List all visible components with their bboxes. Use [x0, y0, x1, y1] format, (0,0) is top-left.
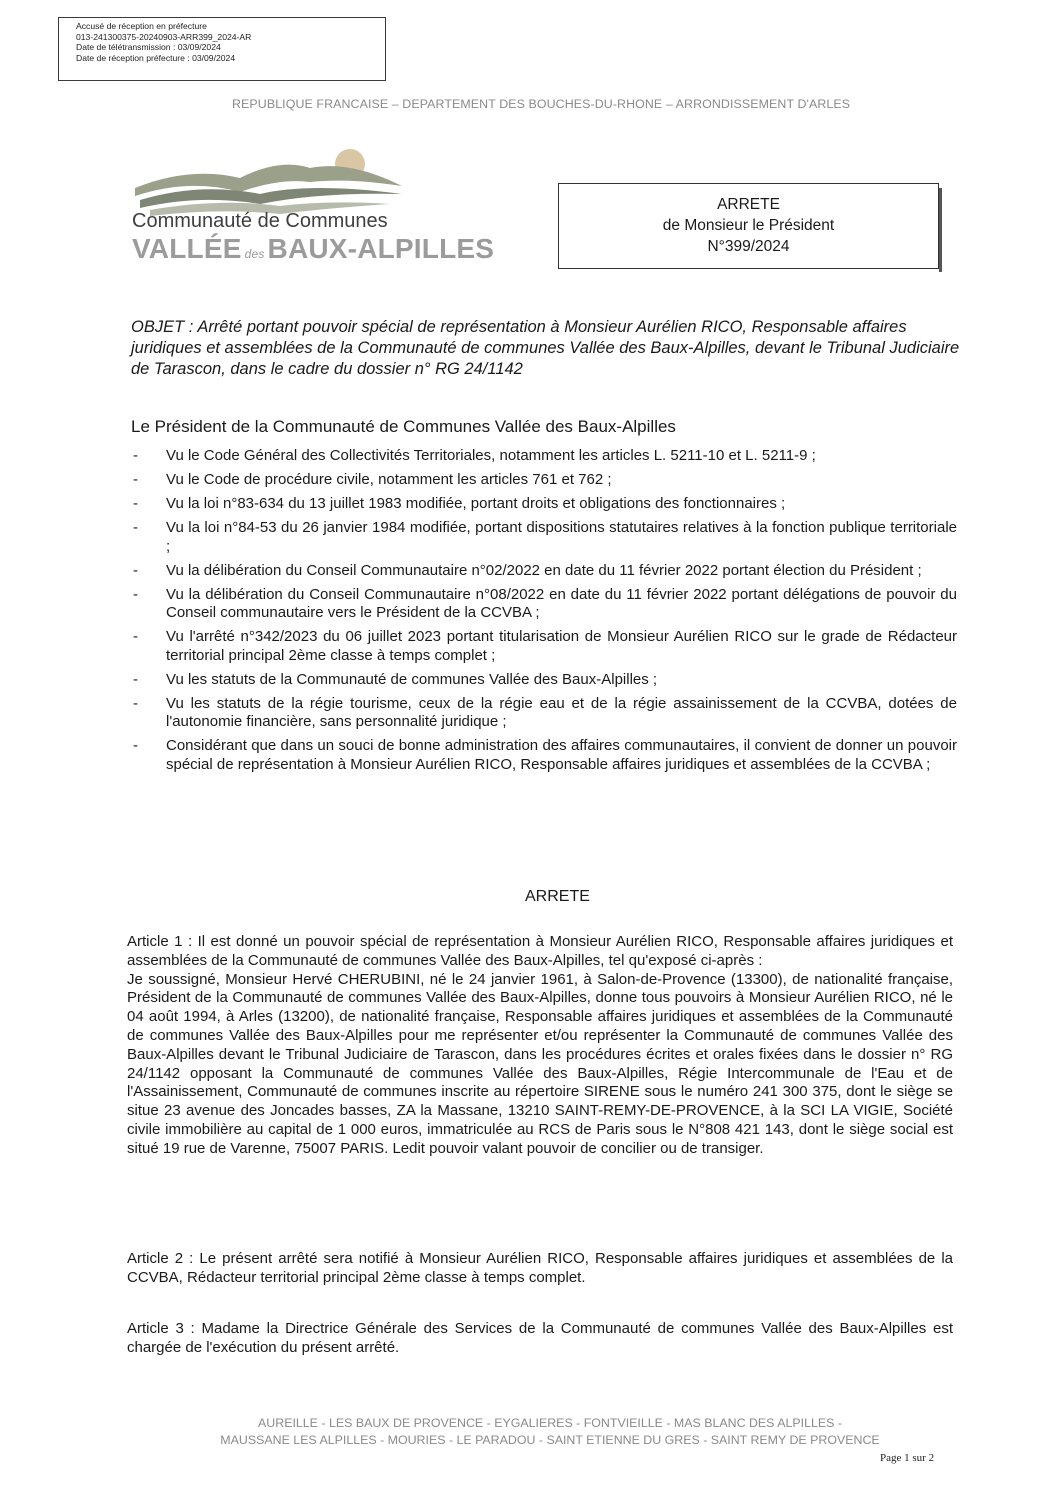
logo-line1: Communauté de Communes: [132, 210, 388, 232]
arrete-heading: ARRETE: [525, 888, 590, 905]
footer-communes-line1: AUREILLE - LES BAUX DE PROVENCE - EYGALIERES - FONTVIEILLE - MAS BLANC DES ALPILLES -: [258, 1416, 842, 1430]
article-2: Article 2 : Le présent arrêté sera notifié à Monsieur Aurélien RICO, Responsable affaires juridiques et assemblées de la CCVBA, Rédacteur territorial principal 2ème classe à temps complet.: [127, 1250, 953, 1286]
header-republic: REPUBLIQUE FRANCAISE – DEPARTEMENT DES BOUCHES-DU-RHONE – ARRONDISSEMENT D'ARLES: [232, 97, 851, 111]
president-heading: Le Président de la Communauté de Communes Vallée des Baux-Alpilles: [131, 417, 676, 436]
arrete-box-line: ARRETE: [717, 196, 780, 213]
visa-item: - Vu la délibération du Conseil Communautaire n°02/2022 en date du 11 février 2022 portant élection du Président ;: [131, 562, 957, 581]
visa-item: - Vu la loi n°83-634 du 13 juillet 1983 modifiée, portant droits et obligations des fonctionnaires ;: [131, 495, 957, 514]
logo-baux-alpilles: BAUX-ALPILLES: [267, 233, 495, 264]
visa-item: - Vu les statuts de la Communauté de communes Vallée des Baux-Alpilles ;: [131, 671, 957, 690]
article-1-intro: Article 1 : Il est donné un pouvoir spécial de représentation à Monsieur Aurélien RICO, Responsable affaires juridiques et assemblées de la Communauté de communes Vallée des Baux-Alpilles, tel qu'exposé ci-après :: [127, 933, 953, 969]
visa-item: - Vu le Code Général des Collectivités Territoriales, notamment les articles L. 5211-10 et L. 5211-9 ;: [131, 447, 957, 466]
logo-des: des: [244, 247, 265, 261]
visa-item: - Vu le Code de procédure civile, notamment les articles 761 et 762 ;: [131, 471, 957, 490]
receipt-line: Date de télétransmission : 03/09/2024: [76, 42, 221, 53]
page-number: Page 1 sur 2: [880, 1452, 935, 1464]
arrete-box-number: N°399/2024: [707, 238, 790, 255]
visa-item: - Vu l'arrêté n°342/2023 du 06 juillet 2023 portant titularisation de Monsieur Aurélien RICO sur le grade de Rédacteur territorial principal 2ème classe à temps complet ;: [131, 628, 957, 665]
logo-vallee: VALLÉE: [132, 233, 242, 264]
mountain-logo-icon: [130, 148, 410, 218]
receipt-line: 013-241300375-20240903-ARR399_2024-AR: [76, 31, 252, 42]
prefecture-receipt-stamp: [58, 17, 386, 81]
article-1-body: Je soussigné, Monsieur Hervé CHERUBINI, né le 24 janvier 1961, à Salon-de-Provence (13300), de nationalité française, Président de la Communauté de communes Vallée des Baux-Alpilles, donne tous pouvoirs à Monsieur Aurélien RICO, né le 04 août 1994, à Arles (13200), de nationalité française, Responsable affaires juridiques et assemblées de la Communauté de communes Vallée des Baux-Alpilles pour me représenter et/ou représenter la Communauté de communes Vallée des Baux-Alpilles devant le Tribunal Judiciaire de Tarascon, dans les procédures écrites et orales fixées dans le dossier n° RG 24/1142 opposant la Communauté de communes Vallée des Baux-Alpilles, Régie Intercommunale de l'Eau et de l'Assainissement, Communauté de communes inscrite au répertoire SIRENE sous le numéro 241 300 375, dont le siège se situe 23 avenue des Joncades basses, ZA la Massane, 13210 SAINT-REMY-DE-PROVENCE, à la SCI LA VIGIE, Société civile immobilière au capital de 1 000 euros, immatriculée au RCS de Paris sous le N°808 421 143, dont le siège social est situé 19 rue de Varenne, 75007 PARIS. Ledit pouvoir valant pouvoir de concilier ou de transiger.: [127, 970, 953, 1157]
logo-line2: [132, 233, 494, 265]
visa-item: - Considérant que dans un souci de bonne administration des affaires communautaires, il convient de donner un pouvoir spécial de représentation à Monsieur Aurélien RICO, Responsable affaires juridiques et assemblées de la CCVBA ;: [131, 737, 957, 774]
objet-paragraph: OBJET : Arrêté portant pouvoir spécial de représentation à Monsieur Aurélien RICO, Responsable affaires juridiques et assemblées de la Communauté de communes Vallée des Baux-Alpilles, devant le Tribunal Judiciaire de Tarascon, dans le cadre du dossier n° RG 24/1142: [131, 318, 960, 378]
visa-list: [131, 447, 957, 780]
article-1: [127, 933, 953, 1159]
visa-item: - Vu la loi n°84-53 du 26 janvier 1984 modifiée, portant dispositions statutaires relatives à la fonction publique territoriale ;: [131, 519, 957, 556]
footer-communes-line2: MAUSSANE LES ALPILLES - MOURIES - LE PARADOU - SAINT ETIENNE DU GRES - SAINT REMY DE PROVENCE: [220, 1433, 880, 1447]
visa-item: - Vu la délibération du Conseil Communautaire n°08/2022 en date du 11 février 2022 portant délégations de pouvoir du Conseil communautaire vers le Président de la CCVBA ;: [131, 586, 957, 623]
ccvba-logo: [130, 148, 495, 273]
receipt-line: Accusé de réception en préfecture: [76, 21, 207, 31]
article-3: Article 3 : Madame la Directrice Générale des Services de la Communauté de communes Vallée des Baux-Alpilles est chargée de l'exécution du présent arrêté.: [127, 1320, 953, 1356]
arrete-title-box: [558, 183, 939, 269]
receipt-line: Date de réception préfecture : 03/09/2024: [76, 52, 236, 63]
arrete-box-line: de Monsieur le Président: [662, 217, 835, 234]
visa-item: - Vu les statuts de la régie tourisme, ceux de la régie eau et de la régie assainissement de la CCVBA, dotées de l'autonomie financière, sans personnalité juridique ;: [131, 695, 957, 732]
